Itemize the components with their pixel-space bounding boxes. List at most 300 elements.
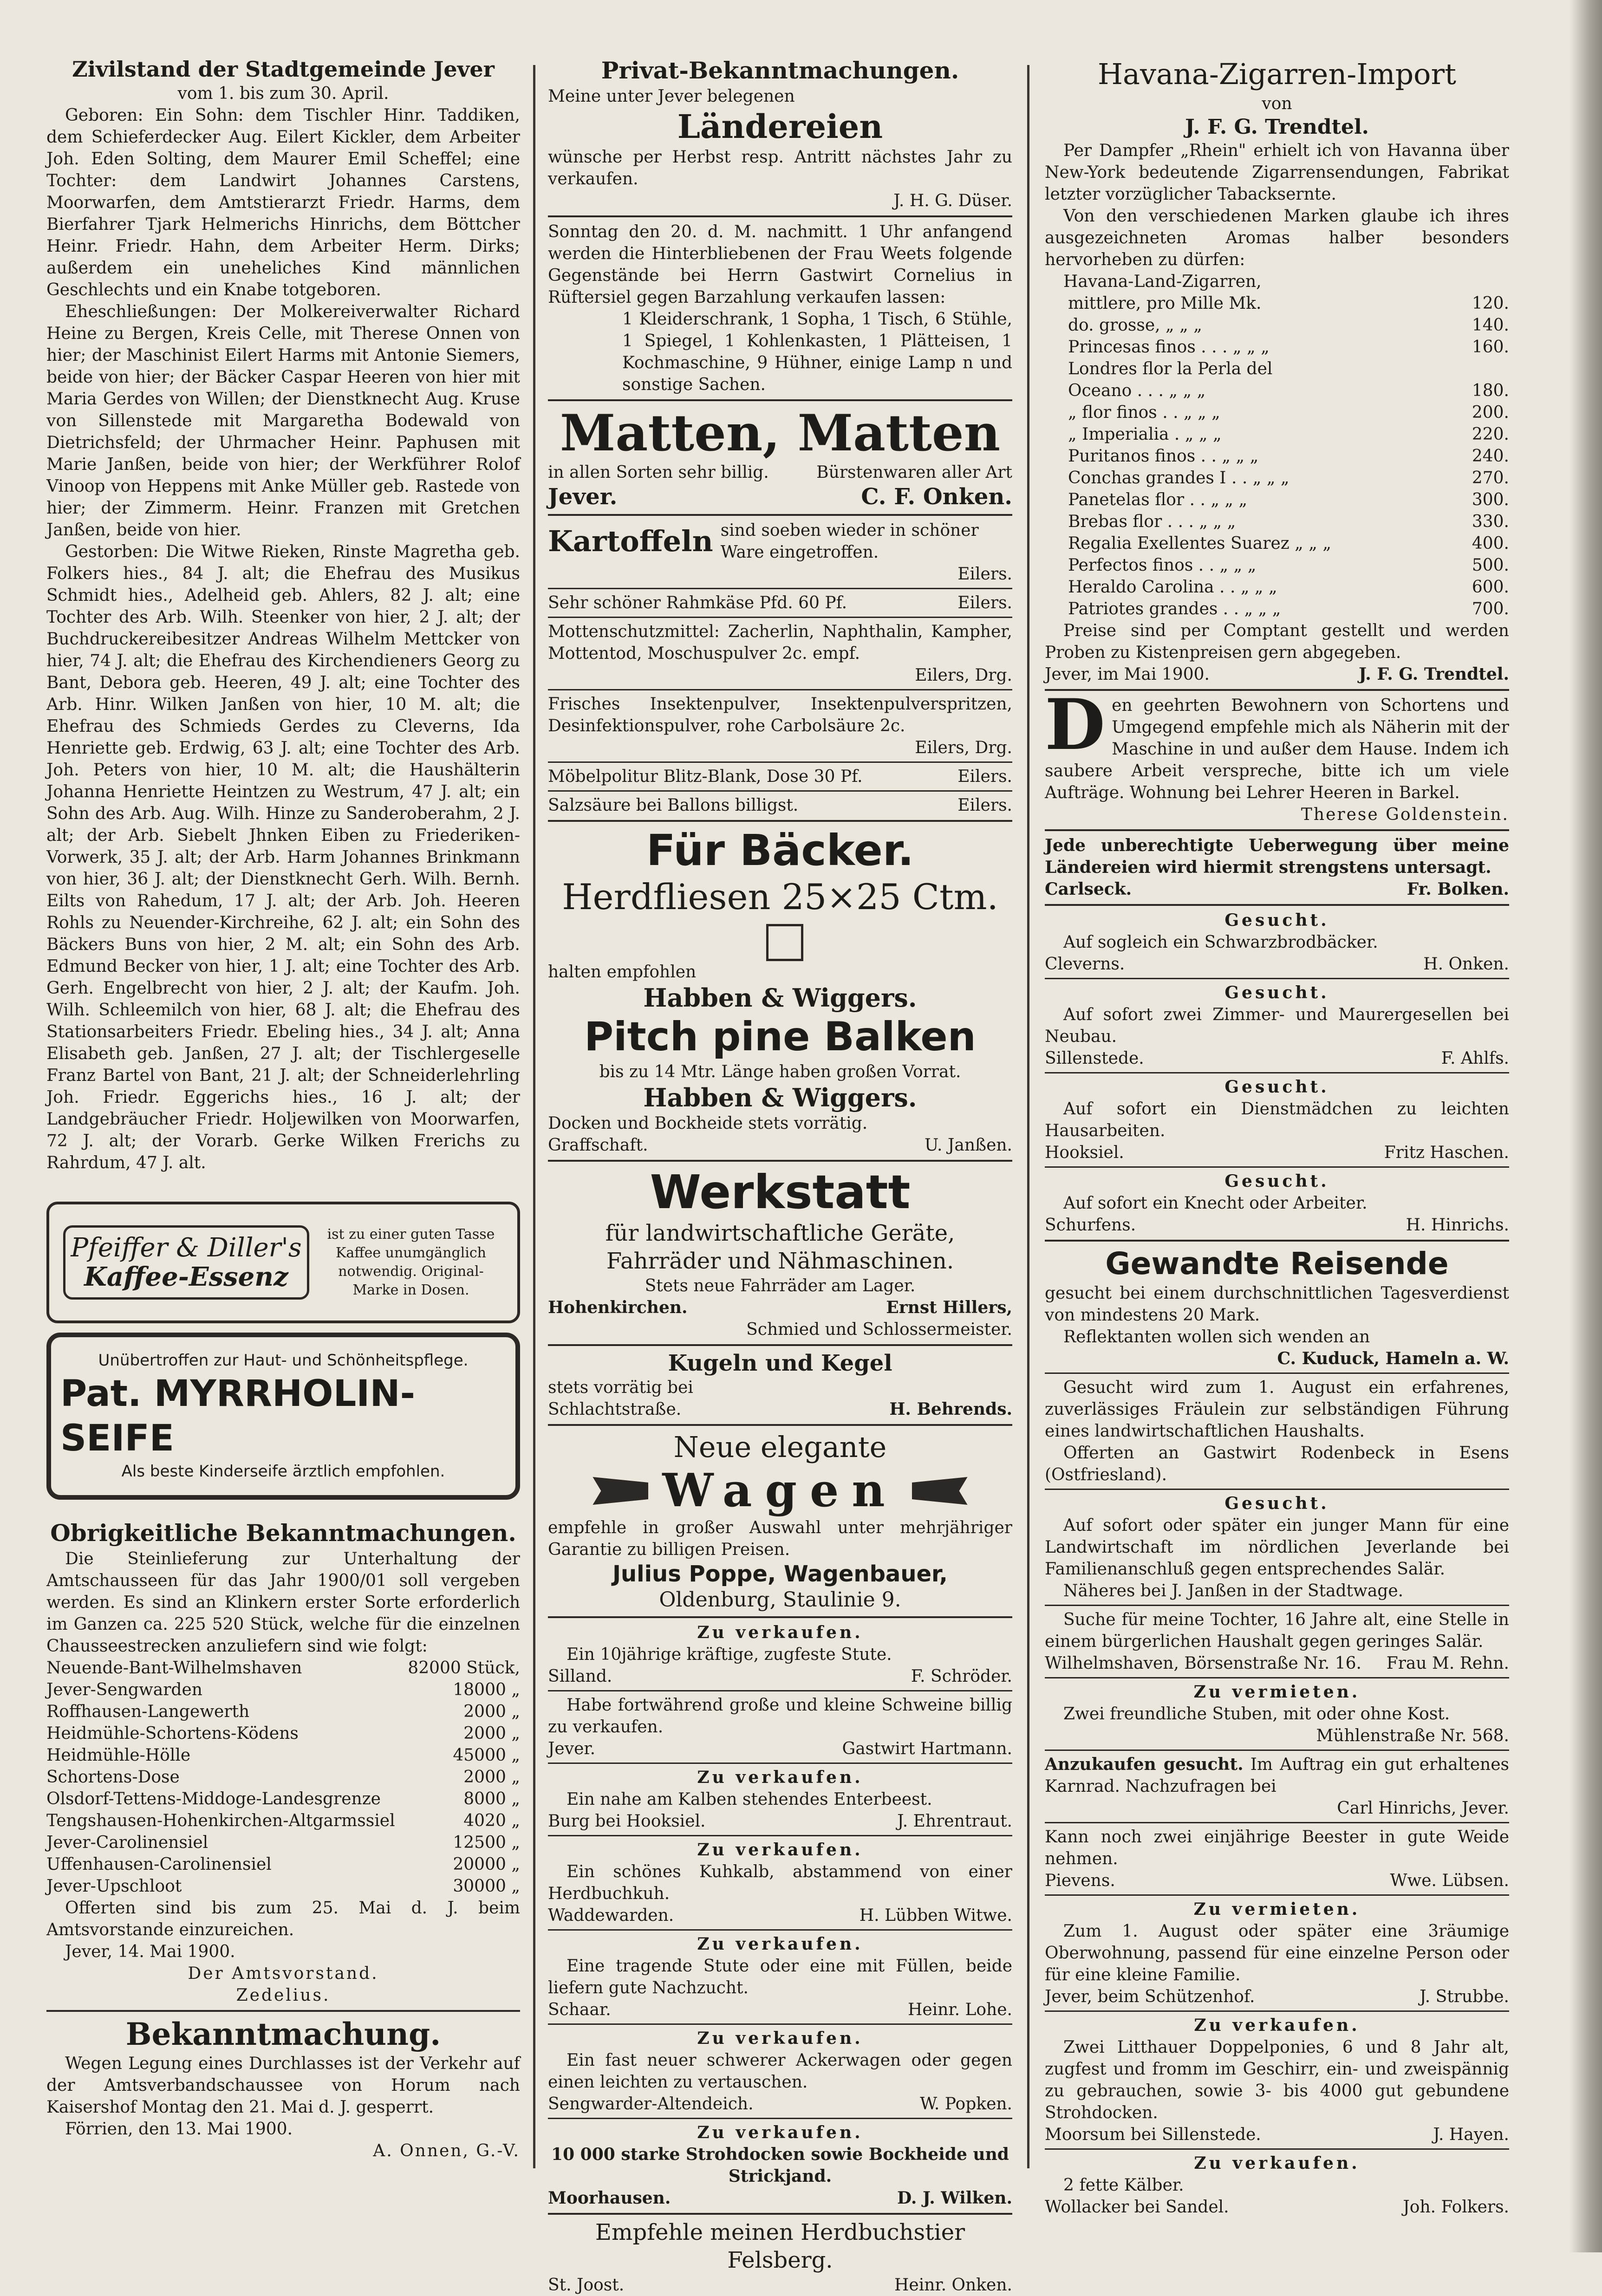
road-row [46, 1810, 520, 1832]
moth-signer: Eilers, Drg. [915, 666, 1012, 685]
workshop-signer: Ernst Hillers, [886, 1298, 1012, 1317]
polish-signer: Eilers. [957, 767, 1012, 786]
cigar-name: Oceano . . . „ „ „ [1068, 381, 1206, 400]
pine-text: bis zu 14 Mtr. Länge haben großen Vorrat. [599, 1062, 961, 1081]
road-quantity: 4020 „ [463, 1811, 520, 1830]
road-row [46, 1679, 520, 1701]
potato-headline: Kartoffeln [548, 524, 713, 558]
road-quantity: 45000 „ [453, 1746, 520, 1765]
column-divider [533, 65, 535, 2168]
want1-place: Cleverns. [1045, 955, 1125, 974]
sale2-text: Ein nahe am Kalben stehendes Enterbeest. [567, 1790, 932, 1809]
travel-headline: Gewandte Reisende [1105, 1246, 1449, 1281]
pigs-place: Jever. [548, 1739, 596, 1758]
workshop-place: Hohenkirchen. [548, 1298, 688, 1317]
divider [1045, 1489, 1509, 1490]
pigs-signer: Gastwirt Hartmann. [842, 1739, 1012, 1758]
sale8-signer: Joh. Folkers. [1403, 2198, 1509, 2217]
rent1-address: Mühlenstraße Nr. 568. [1316, 1726, 1509, 1745]
tile-square-icon [766, 924, 803, 961]
want2-row [1045, 1047, 1509, 1069]
want2-title: Gesucht. [1224, 983, 1329, 1002]
divider [548, 820, 1012, 822]
sale1-place: Silland. [548, 1667, 612, 1686]
road-row [46, 1832, 520, 1854]
rent2-text: Zum 1. August oder später eine 3räumige Oberwohnung, passend für eine einzelne Person oder für eine kleine Familie. [1045, 1922, 1509, 1984]
cigar-text2: Von den verschiedenen Marken glaube ich ihres ausgezeichneten Aromas halber besonders hervorheben zu dürfen: [1045, 207, 1509, 269]
want1-signer: H. Onken. [1423, 955, 1509, 974]
road-row [46, 1657, 520, 1679]
sale7-text: Zwei Litthauer Doppelponies, 6 und 8 Jahr alt, zugfest und fromm im Geschirr, ein- und zweispännig zu gebrauchen, sowie 3- bis 4000 gut gebundene Strohdocken. [1045, 2038, 1509, 2122]
divider [548, 1690, 1012, 1691]
insect-text: Frisches Insektenpulver, Insektenpulverspritzen, Desinfektionspulver, rohe Carbolsäure 2c. [548, 695, 1012, 735]
want2-text: Auf sofort zwei Zimmer- und Maurergesellen bei Neubau. [1045, 1005, 1509, 1046]
cigar-price [1456, 358, 1509, 380]
bowling-text: stets vorrätig bei [548, 1378, 693, 1397]
kaffee-essenz-logo: Pfeiffer & Diller's Kaffee-Essenz [63, 1225, 309, 1300]
divider [548, 1763, 1012, 1764]
tiles-headline: Herdfliesen 25×25 Ctm. [562, 876, 998, 917]
official-signer-name: Zedelius. [236, 1986, 331, 2005]
salt-row [548, 794, 1012, 816]
want4-title: Gesucht. [1224, 1171, 1329, 1191]
divider [548, 1424, 1012, 1426]
sewing-ad [1045, 684, 1509, 804]
cigar-signer: J. F. G. Trendtel. [1359, 664, 1509, 684]
cigar-row [1045, 380, 1509, 402]
sale5-title: Zu verkaufen. [697, 2029, 863, 2048]
sale7-place: Moorsum bei Sillenstede. [1045, 2125, 1261, 2144]
divider [1045, 1605, 1509, 1606]
rent1-text: Zwei freundliche Stuben, mit oder ohne Kost. [1063, 1704, 1450, 1724]
cigar-name: Brebas flor . . . „ „ „ [1068, 512, 1236, 531]
dock-signer: U. Janßen. [925, 1136, 1012, 1155]
cigar-price: 160. [1472, 338, 1509, 357]
sale3-title: Zu verkaufen. [697, 1840, 863, 1860]
sale1-title: Zu verkaufen. [697, 1623, 863, 1642]
tiles-signer: Habben & Wiggers. [643, 983, 917, 1013]
cigar-price: 180. [1472, 381, 1509, 400]
want4-text: Auf sofort ein Knecht oder Arbeiter. [1063, 1194, 1368, 1213]
road-name: Heidmühle-Hölle [46, 1746, 191, 1765]
cigar-row [1045, 533, 1509, 554]
wagon-text: empfehle in großer Auswahl unter mehrjähriger Garantie zu billigen Preisen. [548, 1518, 1012, 1559]
cigar-row [1045, 402, 1509, 423]
want3-place: Hooksiel. [1045, 1143, 1124, 1162]
cigar-row [1045, 293, 1509, 314]
travel-text: gesucht bei einem durchschnittlichen Tagesverdienst von mindestens 20 Mark. [1045, 1284, 1509, 1325]
sale4-signer: Heinr. Lohe. [907, 2000, 1012, 2019]
road-name: Roffhausen-Langewerth [46, 1702, 250, 1721]
divider [1045, 2010, 1509, 2012]
cigar-row [1045, 358, 1509, 380]
road-name: Neuende-Bant-Wilhelmshaven [46, 1659, 302, 1678]
pasture-signer: Wwe. Lübsen. [1390, 1871, 1509, 1890]
cigar-sign-row [1045, 663, 1509, 685]
pasture-place: Pievens. [1045, 1871, 1115, 1890]
rent1-title: Zu vermieten. [1193, 1682, 1361, 1702]
sale4-place: Schaar. [548, 2000, 611, 2019]
workshop-text: Stets neue Fahrräder am Lager. [645, 1276, 916, 1295]
bowling-signer: H. Behrends. [889, 1399, 1012, 1419]
trespass-place: Carlseck. [1045, 879, 1132, 899]
insect-signer: Eilers, Drg. [915, 738, 1012, 757]
buy-text: Im Auftrag ein gut erhaltenes Karnrad. Nachzufragen bei [1045, 1755, 1509, 1796]
deaths-text: Gestorben: Die Witwe Rieken, Rinste Magretha geb. Folkers hies., 84 J. alt; die Ehefrau des Musikus Schmidt hies., Adelheid geb. Ahlers, 82 J. alt; eine Tochter des Arb. Wilh. Steenker von hier, 2 J. alt; der Buchdruckereibesitzer Andreas Wilhelm Mettcker von hier, 74 J. alt; die Ehefrau des Kirchendieners Georg zu Bant, Debora geb. Heeren, 49 J. alt; eine Tochter des Arb. Hinr. Wilken Janßen von hier, 10 M. alt; die Ehefrau des Schmieds Gerdes zu Cleverns, Ida Henriette geb. Erdwig, 63 J. alt; eine Tochter des Arb. Joh. Peters von hier, 10 M. alt; die Haushälterin Johanna Henriette Heintzen zu Westrum, 47 J. alt; ein Sohn des Arb. Aug. Wilh. Hinze zu Sanderoberahm, 2 J. alt; der Arb. Siebelt Jhnken Eiben zu Friederiken-Vorwerk, 35 J. alt; der Arb. Harm Johannes Brinkmann von hier, 36 J. alt; der Dienstknecht Gerh. Wilh. Bernh. Eilts von Rahedum, 17 J. alt; der Arb. Joh. Heeren Rohls zu Neuender-Kirchreihe, 62 J. alt; ein Sohn des Bäckers Buns von hier, 2 M. alt; ein Sohn des Arb. Edmund Becker von hier, 1 J. alt; eine Tochter des Arb. Gerh. Engelbrecht von hier, 2 J. alt; der Kaufm. Joh. Wilh. Schleemilch von hier, 68 J. alt; die Ehefrau des Stationsarbeiters Friedr. Ebeling hies., 34 J. alt; Anna Elisabeth geb. Janßen, 27 J. alt; der Tischlergeselle Franz Bartel von Bant, 21 J. alt; der Schneiderlehrling Joh. Friedr. Eggerichs hies., 16 J. alt; der Landgebräucher Friedr. Holjewilken von Moorwarfen, 72 J. alt; der Vorarb. Gerke Wilken Frerichs zu Rahrdum, 47 J. alt. [46, 542, 520, 1172]
road-name: Olsdorf-Tettens-Middoge-Landesgrenze [46, 1789, 381, 1808]
divider [548, 689, 1012, 690]
sale1-text: Ein 10jährige kräftige, zugfeste Stute. [567, 1645, 892, 1664]
mats-sign-row [548, 483, 1012, 510]
bowling-place: Schlachtstraße. [548, 1400, 682, 1419]
cheese-text: Sehr schöner Rahmkäse Pfd. 60 Pf. [548, 593, 847, 612]
tiles-text: halten empfohlen [548, 963, 697, 982]
cigar-price: 220. [1472, 425, 1509, 444]
divider [548, 2118, 1012, 2119]
daughter-signer: Frau M. Rehn. [1386, 1654, 1509, 1673]
pasture-text: Kann noch zwei einjährige Beester in gute Weide nehmen. [1045, 1828, 1509, 1868]
divider [548, 2213, 1012, 2215]
trespass-signer: Fr. Bolken. [1407, 879, 1509, 899]
rent2-place: Jever, beim Schützenhof. [1045, 1987, 1255, 2006]
want3-title: Gesucht. [1224, 1077, 1329, 1097]
want5-text: Auf sofort oder später ein junger Mann für eine Landwirtschaft im nördlichen Jeverlande bei Familienanschluß gegen entsprechendes Salär. [1045, 1516, 1509, 1579]
sale3-text: Ein schönes Kuhkalb, abstammend von einer Herdbuchkuh. [548, 1862, 1012, 1903]
sale3-place: Waddewarden. [548, 1906, 674, 1925]
road-row [46, 1854, 520, 1875]
auction-items: 1 Kleiderschrank, 1 Sopha, 1 Tisch, 6 Stühle, 1 Spiegel, 1 Kohlenkasten, 1 Plätteisen, 1 Kochmaschine, 9 Hühner, einige Lamp n und sonstige Sachen. [622, 310, 1012, 394]
sale8-row [1045, 2196, 1509, 2218]
sale3-row [548, 1905, 1012, 1926]
auction-text: Sonntag den 20. d. M. nachmitt. 1 Uhr anfangend werden die Hinterbliebenen der Frau Weets folgende Gegenstände bei Herrn Gastwirt Cornelius in Rüftersiel gegen Barzahlung verkaufen lassen: [548, 222, 1012, 307]
divider [46, 2010, 520, 2012]
sale2-place: Burg bei Hooksiel. [548, 1812, 706, 1831]
road-name: Tengshausen-Hohenkirchen-Altgarmssiel [46, 1811, 395, 1830]
sale5-signer: W. Popken. [920, 2094, 1012, 2114]
daughter-row [1045, 1652, 1509, 1674]
bull-row [548, 2274, 1012, 2296]
buy-ad [1045, 1754, 1509, 1797]
cigar-price: 600. [1472, 578, 1509, 597]
divider [1045, 1750, 1509, 1751]
official-offer-text: Offerten sind bis zum 25. Mai d. J. beim Amtsvorstande einzureichen. [46, 1899, 520, 1939]
divider [1045, 1072, 1509, 1073]
cigar-price-table [1045, 293, 1509, 620]
pine-headline: Pitch pine Balken [584, 1014, 976, 1060]
road-quantity: 2000 „ [463, 1702, 520, 1721]
road-name: Jever-Sengwarden [46, 1680, 202, 1699]
banner-left-icon [593, 1477, 648, 1505]
births-text: Geboren: Ein Sohn: dem Tischler Hinr. Taddiken, dem Schieferdecker Aug. Eilert Kickler, dem Arbeiter Joh. Eden Solting, dem Maurer Emil Scheffel; eine Tochter: dem Landwirt Johannes Carstens, Moorwarfen, dem Amtstierarzt Friedr. Harms, dem Bierfahrer Tjark Helmerichs Hinrichs, dem Böttcher Heinr. Friedr. Hahn, dem Arbeiter Herm. Dirks; außerdem ein uneheliches Kind männlichen Geschlechts und ein Knabe totgeboren. [46, 106, 520, 299]
pigs-text: Habe fortwährend große und kleine Schweine billig zu verkaufen. [548, 1696, 1012, 1737]
want5-title: Gesucht. [1224, 1494, 1329, 1513]
cigar-von: von [1262, 94, 1292, 113]
wagon-signer: Julius Poppe, Wagenbauer, [612, 1561, 948, 1587]
divider [548, 1929, 1012, 1931]
divider [548, 215, 1012, 217]
road-row [46, 1744, 520, 1766]
polish-row [548, 766, 1012, 787]
road-row [46, 1766, 520, 1788]
sale5-place: Sengwarder-Altendeich. [548, 2094, 754, 2114]
notice-title: Bekanntmachung. [125, 2016, 441, 2052]
road-name: Jever-Upschloot [46, 1877, 182, 1896]
divider [1045, 689, 1509, 691]
cigar-row [1045, 511, 1509, 533]
kaffee-essenz-ad [46, 1202, 520, 1323]
sale6-title: Zu verkaufen. [697, 2123, 863, 2142]
workshop-row [548, 1297, 1012, 1319]
potato-ad [548, 520, 1012, 563]
buy-title: Anzukaufen gesucht. [1045, 1755, 1244, 1774]
bull-signer: Heinr. Onken. [894, 2276, 1012, 2295]
page-edge-shadow [1569, 0, 1602, 2252]
rent2-signer: J. Strubbe. [1420, 1987, 1509, 2006]
cigar-row [1045, 554, 1509, 576]
land-text: wünsche per Herbst resp. Antritt nächstes Jahr zu verkaufen. [548, 148, 1012, 189]
column-right [1045, 56, 1509, 2218]
official-date: Jever, 14. Mai 1900. [65, 1942, 235, 1961]
notice-date: Förrien, den 13. Mai 1900. [65, 2120, 293, 2139]
cigar-list-head: Havana-Land-Zigarren, [1063, 272, 1262, 291]
cigar-row [1045, 598, 1509, 620]
myrrholin-brand: Pat. MYRRHOLIN-SEIFE [60, 1373, 415, 1459]
wagon-headline2: Wagen [662, 1464, 898, 1517]
cigar-headline: Havana-Zigarren-Import [1097, 57, 1457, 91]
cigar-name: Conchas grandes I . . „ „ „ [1068, 468, 1289, 488]
land-intro: Meine unter Jever belegenen [548, 87, 795, 106]
mats-left: in allen Sorten sehr billig. [548, 463, 769, 482]
daughter-place: Wilhelmshaven, Börsenstraße Nr. 16. [1045, 1654, 1361, 1673]
cigar-text1: Per Dampfer „Rhein" erhielt ich von Havanna über New-York bedeutende Zigarrensendungen, Fabrikat letzter vorzüglicher Tabacksernte. [1045, 141, 1509, 204]
divider [1045, 904, 1509, 906]
road-quantity: 2000 „ [463, 1768, 520, 1787]
divider [1045, 2148, 1509, 2150]
trespass-row [1045, 878, 1509, 900]
road-quantity: 30000 „ [453, 1877, 520, 1896]
sale1-signer: F. Schröder. [911, 1667, 1012, 1686]
sale2-title: Zu verkaufen. [697, 1768, 863, 1787]
divider [548, 399, 1012, 401]
sale8-place: Wollacker bei Sandel. [1045, 2198, 1229, 2217]
official-notice-text: Die Steinlieferung zur Unterhaltung der Amtschausseen für das Jahr 1900/01 soll vergeben werden. Es sind an Klinkern erster Sorte erforderlich im Ganzen ca. 225 520 Stück, welche für die einzelnen Chausseestrecken anzuliefern sind wie folgt: [46, 1549, 520, 1656]
travel-signer: C. Kuduck, Hameln a. W. [1277, 1349, 1509, 1368]
workshop-subtitle: für landwirtschaftliche Geräte, Fahrräder und Nähmaschinen. [605, 1220, 955, 1274]
cigar-name: Princesas finos . . . „ „ „ [1068, 338, 1270, 357]
pigs-row [548, 1738, 1012, 1760]
moth-text: Mottenschutzmittel: Zacherlin, Naphthalin, Kampher, Mottentod, Moschuspulver 2c. empf. [548, 622, 1012, 663]
cigar-name: „ flor finos . . „ „ „ [1068, 403, 1220, 422]
workshop-headline: Werkstatt [650, 1165, 911, 1219]
dock-text: Docken und Bockheide stets vorrätig. [548, 1114, 868, 1133]
sale3-signer: H. Lübben Witwe. [859, 1906, 1012, 1925]
cigar-name: Panetelas flor . . „ „ „ [1068, 490, 1248, 509]
sale4-text: Eine tragende Stute oder eine mit Füllen, beide liefern gute Nachzucht. [548, 1957, 1012, 1997]
cigar-firm: J. F. G. Trendtel. [1185, 115, 1369, 139]
cigar-price: 200. [1472, 403, 1509, 422]
sale1-row [548, 1665, 1012, 1687]
polish-text: Möbelpolitur Blitz-Blank, Dose 30 Pf. [548, 767, 863, 786]
mats-right: Bürstenwaren aller Art [816, 463, 1012, 482]
divider [548, 790, 1012, 792]
pasture-row [1045, 1870, 1509, 1892]
cigar-name: Londres flor la Perla del [1068, 359, 1273, 378]
cigar-name: do. grosse, „ „ „ [1068, 316, 1202, 335]
official-signer: Der Amtsvorstand. [188, 1964, 379, 1983]
cigar-row [1045, 576, 1509, 598]
myrrholin-line1: Unübertroffen zur Haut- und Schönheitspflege. [98, 1351, 469, 1370]
divider [548, 514, 1012, 516]
column-left [46, 56, 520, 2162]
trespass-text: Jede unberechtigte Ueberwegung über meine Ländereien wird hiermit strengstens untersagt. [1045, 836, 1509, 877]
baker-headline: Für Bäcker. [646, 826, 914, 875]
rent2-row [1045, 1986, 1509, 2008]
cigar-price: 400. [1472, 534, 1509, 553]
divider [1045, 1894, 1509, 1896]
private-notices-title: Privat-Bekanntmachungen. [601, 57, 959, 84]
want5-text2: Näheres bei J. Janßen in der Stadtwage. [1063, 1581, 1404, 1600]
cigar-date: Jever, im Mai 1900. [1045, 665, 1210, 684]
road-quantity: 12500 „ [453, 1833, 520, 1852]
buy-signer: Carl Hinrichs, Jever. [1337, 1799, 1509, 1818]
road-name: Jever-Carolinensiel [46, 1833, 208, 1852]
cigar-price: 330. [1472, 512, 1509, 531]
cigar-row [1045, 445, 1509, 467]
sewing-text: en geehrten Bewohnern von Schortens und Umgegend empfehle mich als Näherin mit der Maschine in und außer dem Hause. Indem ich saubere Arbeit verspreche, bitte ich um viele Aufträge. Wohnung bei Lehrer Heeren in Barkel. [1045, 696, 1509, 802]
want1-row [1045, 953, 1509, 975]
cigar-name: Perfectos finos . . „ „ „ [1068, 556, 1257, 575]
divider [1045, 1240, 1509, 1242]
sale2-signer: J. Ehrentraut. [897, 1812, 1012, 1831]
sale4-row [548, 1999, 1012, 2021]
cigar-note: Preise sind per Comptant gestellt und werden Proben zu Kistenpreisen gern abgegeben. [1045, 621, 1509, 662]
sale6-place: Moorhausen. [548, 2188, 671, 2208]
cigar-row [1045, 467, 1509, 489]
potato-text: sind soeben wieder in schöner Ware eingetroffen. [720, 521, 979, 562]
banner-right-icon [912, 1477, 968, 1505]
sale6-signer: D. J. Wilken. [897, 2188, 1012, 2208]
mats-headline: Matten, Matten [560, 404, 1001, 462]
sale7-signer: J. Hayen. [1433, 2125, 1509, 2144]
want3-text: Auf sofort ein Dienstmädchen zu leichten Hausarbeiten. [1045, 1099, 1509, 1140]
want4-place: Schurfens. [1045, 1216, 1136, 1235]
salt-signer: Eilers. [957, 796, 1012, 815]
divider [548, 1835, 1012, 1836]
mats-sign-left: Jever. [548, 484, 618, 510]
divider [548, 617, 1012, 618]
cigar-name: Patriotes grandes . . „ „ „ [1068, 599, 1281, 618]
pine-signer: Habben & Wiggers. [643, 1083, 917, 1112]
divider [548, 761, 1012, 763]
cigar-price: 140. [1472, 316, 1509, 335]
kaffee-essenz-text: ist zu einer guten Tasse Kaffee unumgänglich notwendig. Original-Marke in Dosen. [327, 1226, 495, 1298]
dock-place: Graffschaft. [548, 1136, 648, 1155]
cigar-price: 500. [1472, 556, 1509, 575]
cigar-name: mittlere, pro Mille Mk. [1068, 294, 1262, 313]
drop-cap: D [1045, 684, 1106, 766]
want3-row [1045, 1142, 1509, 1164]
sale6-row [548, 2187, 1012, 2209]
want4-row [1045, 1214, 1509, 1236]
sale6-text: 10 000 starke Strohdocken sowie Bockheide und Strickjand. [551, 2145, 1009, 2186]
sale7-title: Zu verkaufen. [1194, 2016, 1360, 2035]
want3-signer: Fritz Haschen. [1384, 1143, 1509, 1162]
cheese-row [548, 592, 1012, 614]
divider [548, 588, 1012, 589]
bowling-row [548, 1398, 1012, 1420]
potato-signer: Eilers. [957, 565, 1012, 584]
divider [1045, 978, 1509, 979]
divider [548, 2023, 1012, 2025]
civil-registry-period: vom 1. bis zum 30. April. [177, 84, 389, 103]
cheese-signer: Eilers. [957, 593, 1012, 612]
salt-text: Salzsäure bei Ballons billigst. [548, 796, 799, 815]
column-middle [548, 56, 1012, 2296]
tiles-headline-row [548, 876, 1012, 961]
divider [1045, 1677, 1509, 1678]
dock-row [548, 1134, 1012, 1156]
land-headline: Ländereien [677, 107, 883, 146]
road-name: Uffenhausen-Carolinensiel [46, 1855, 272, 1874]
want1-title: Gesucht. [1224, 911, 1329, 930]
want2-signer: F. Ahlfs. [1441, 1049, 1509, 1068]
cigar-price: 300. [1472, 490, 1509, 509]
road-row [46, 1788, 520, 1810]
divider [548, 1344, 1012, 1346]
cigar-row [1045, 489, 1509, 511]
sale8-text: 2 fette Kälber. [1063, 2176, 1184, 2195]
divider [1045, 1372, 1509, 1374]
cigar-name: „ Imperialia . „ „ „ [1068, 425, 1222, 444]
want4-signer: H. Hinrichs. [1406, 1216, 1509, 1235]
sale5-text: Ein fast neuer schwerer Ackerwagen oder gegen einen leichten zu vertauschen. [548, 2051, 1012, 2092]
road-quantity: 82000 Stück, [408, 1659, 520, 1678]
road-name: Heidmühle-Schortens-Ködens [46, 1724, 299, 1743]
cigar-row [1045, 314, 1509, 336]
mats-row [548, 462, 1012, 483]
road-row [46, 1723, 520, 1744]
wagon-banner [548, 1465, 1012, 1517]
notice-text: Wegen Legung eines Durchlasses ist der Verkehr auf der Amtsverbandschaussee von Horum nach Kaisershof Montag den 21. Mai d. J. gesperrt. [46, 2054, 520, 2117]
want2-place: Sillenstede. [1045, 1049, 1144, 1068]
cigar-row [1045, 423, 1509, 445]
road-quantity: 8000 „ [463, 1789, 520, 1808]
daughter-text: Suche für meine Tochter, 16 Jahre alt, eine Stelle in einem bürgerlichen Haushalt gegen geringes Salär. [1045, 1610, 1509, 1651]
wagon-headline1: Neue elegante [673, 1430, 887, 1464]
civil-registry-title: Zivilstand der Stadtgemeinde Jever [72, 57, 495, 82]
road-quantity: 20000 „ [453, 1855, 520, 1874]
sale5-row [548, 2093, 1012, 2115]
bull-headline: Empfehle meinen Herdbuchstier Felsberg. [595, 2219, 965, 2273]
bowling-headline: Kugeln und Kegel [668, 1350, 892, 1376]
rent2-title: Zu vermieten. [1193, 1899, 1361, 1919]
housekeeper-text: Gesucht wird zum 1. August ein erfahrenes, zuverlässiges Fräulein zur selbständigen Führung eines landwirtschaftlichen Haushalts. [1045, 1378, 1509, 1441]
column-divider [1027, 65, 1029, 2168]
divider [1045, 1166, 1509, 1168]
sale7-row [1045, 2124, 1509, 2146]
cigar-name: Heraldo Carolina . . „ „ „ [1068, 578, 1277, 597]
road-name: Schortens-Dose [46, 1768, 180, 1787]
divider [1045, 829, 1509, 831]
official-notices-title: Obrigkeitliche Bekanntmachungen. [50, 1519, 516, 1547]
wagon-address: Oldenburg, Staulinie 9. [659, 1588, 901, 1612]
mats-sign-right: C. F. Onken. [861, 484, 1012, 510]
cigar-row [1045, 336, 1509, 358]
travel-text2: Reflektanten wollen sich wenden an [1063, 1327, 1370, 1346]
cigar-name: Regalia Exellentes Suarez „ „ „ [1068, 534, 1332, 553]
divider [1045, 1822, 1509, 1823]
housekeeper-text2: Offerten an Gastwirt Rodenbeck in Esens (Ostfriesland). [1045, 1444, 1509, 1484]
